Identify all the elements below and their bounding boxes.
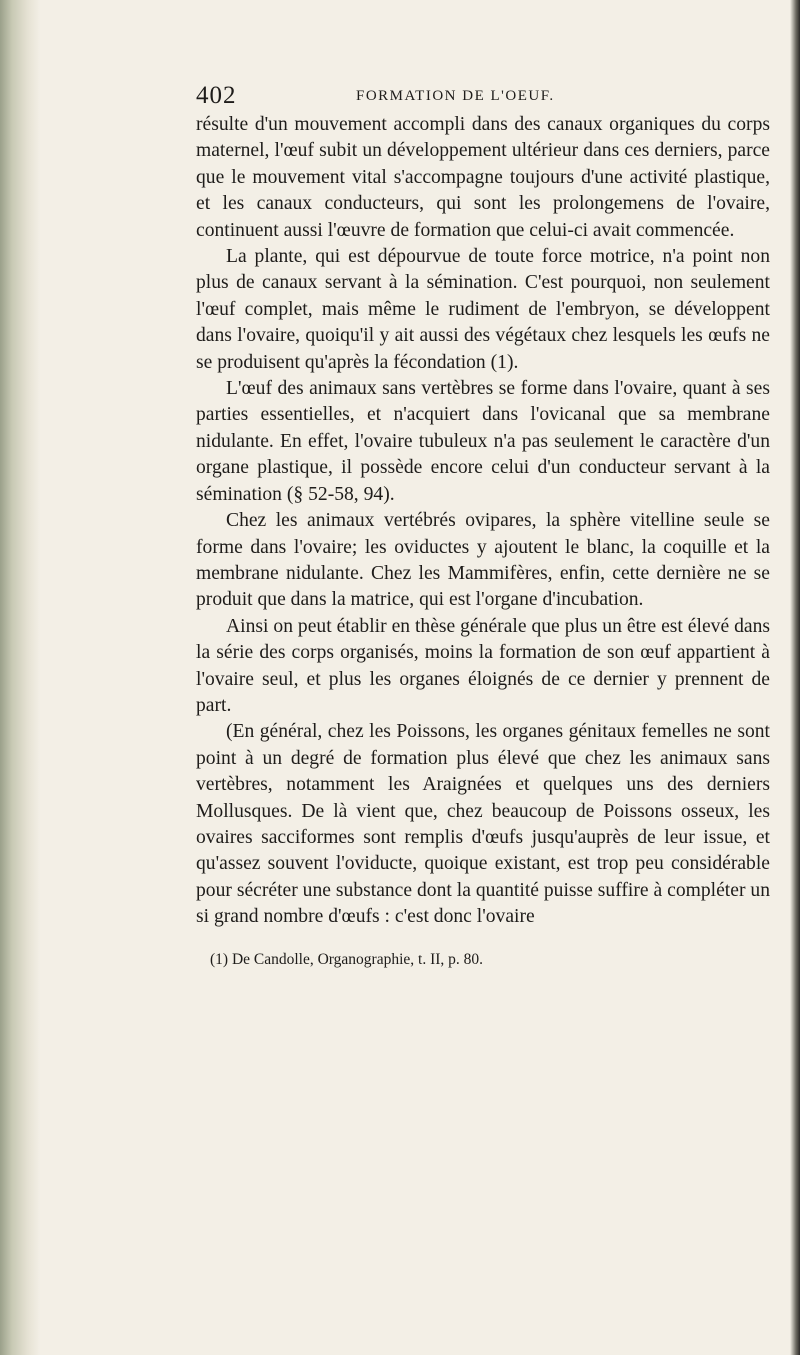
body-text (196, 112, 770, 931)
page-binding-shadow (0, 0, 40, 1355)
paragraph-invertebres: L'œuf des animaux sans vertèbres se forme dans l'ovaire, quant à ses parties essentielles, et n'acquiert dans l'ovicanal que sa membrane nidulante. En effet, l'ovaire tubuleux n'a pas seulement le caractère d'un organe plastique, il possède encore celui d'un conducteur servant à la sémination (§ 52-58, 94). (196, 378, 770, 505)
paragraph-these-generale: Ainsi on peut établir en thèse générale que plus un être est élevé dans la série des corps organisés, moins la formation de son œuf appartient à l'ovaire seul, et plus les organes éloignés de ce dernier y prennent de part. (196, 615, 770, 716)
paragraph-poissons: (En général, chez les Poissons, les organes génitaux femelles ne sont point à un degré de formation plus élevé que chez les animaux sans vertèbres, notamment les Araignées et quelques uns des derniers Mollusques. De là vient que, chez beaucoup de Poissons osseux, les ovaires sacciformes sont remplis d'œufs jusqu'auprès de leur issue, et qu'assez souvent l'oviducte, quoique existant, est trop peu considérable pour sécréter une substance dont la quantité puisse suffire à compléter un si grand nombre d'œufs : c'est donc l'ovaire (196, 721, 770, 928)
page-number: 402 (196, 82, 237, 109)
page-edge-shadow (790, 0, 800, 1355)
paragraph-vertebres: Chez les animaux vertébrés ovipares, la sphère vitelline seule se forme dans l'ovaire; les oviductes y ajoutent le blanc, la coquille et la membrane nidulante. Chez les Mammifères, enfin, cette dernière ne se produit que dans la matrice, qui est l'organe d'incubation. (196, 510, 770, 611)
page-header (196, 82, 770, 112)
running-head: FORMATION DE L'OEUF. (356, 88, 555, 104)
book-page (196, 82, 770, 969)
paragraph-plante: La plante, qui est dépourvue de toute force motrice, n'a point non plus de canaux servant à la sémination. C'est pourquoi, non seulement l'œuf complet, mais même le rudiment de l'embryon, se développent dans l'ovaire, quoiqu'il y ait aussi des végétaux chez lesquels les œufs ne se produisent qu'après la fécondation (1). (196, 246, 770, 373)
paragraph-continuation: résulte d'un mouvement accompli dans des canaux organiques du corps maternel, l'œuf subit un développement ultérieur dans ces derniers, parce que le mouvement vital s'accompagne toujours d'une activité plastique, et les canaux conducteurs, qui sont les prolongemens de l'ovaire, continuent aussi l'œuvre de formation que celui-ci avait commencée. (196, 114, 770, 241)
footnote: (1) De Candolle, Organographie, t. II, p. 80. (210, 950, 484, 968)
